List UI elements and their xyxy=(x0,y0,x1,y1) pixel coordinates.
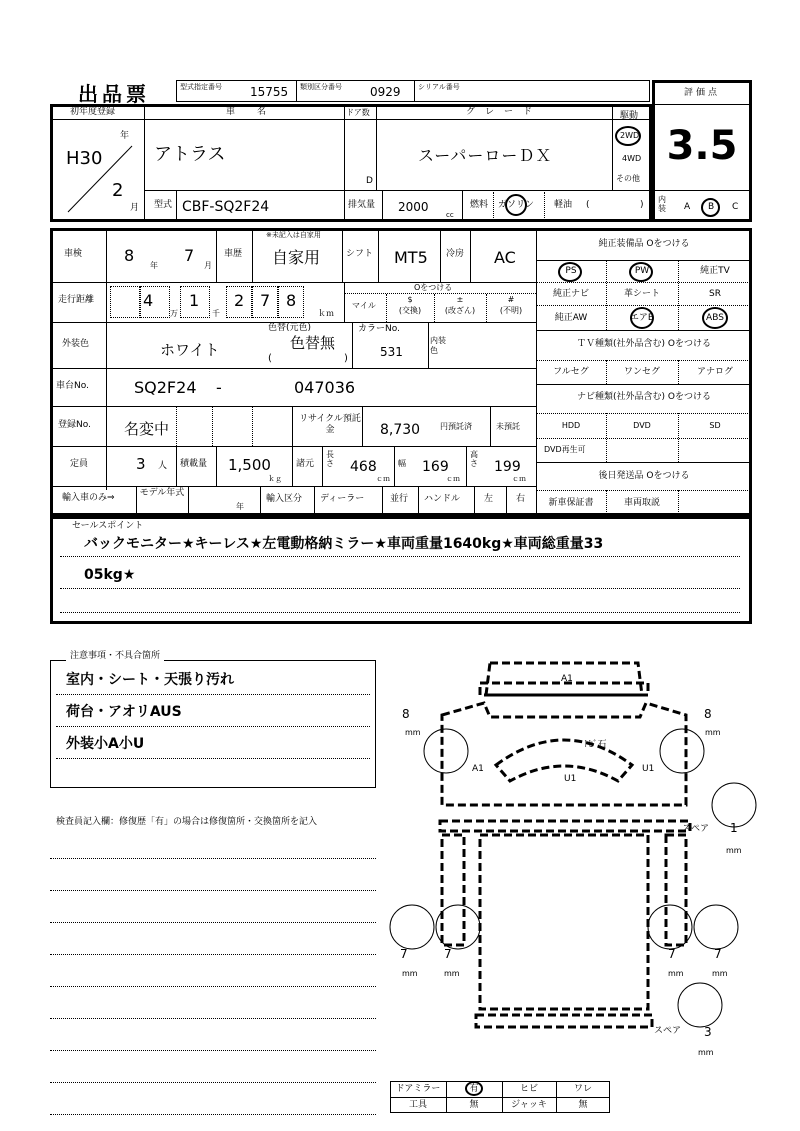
unknown-sub: (不明) xyxy=(499,306,523,315)
model-no-label: 型式指定番号 xyxy=(180,83,222,91)
shift-label: シフト xyxy=(346,249,374,259)
shift-value: MT5 xyxy=(394,248,428,267)
spare2-label: スペア xyxy=(654,1026,682,1036)
import-class-label: 輸入区分 xyxy=(266,494,303,504)
interior-b-circle xyxy=(701,198,720,217)
fuel-paren-open: ( xyxy=(586,200,590,210)
fuel-diesel: 軽油 xyxy=(554,200,573,210)
exterior-label: 外装色 xyxy=(62,339,90,349)
ac-value: AC xyxy=(494,248,516,267)
later-title: 後日発送品 Oをつける xyxy=(598,471,690,481)
inspection-year: 8 xyxy=(124,246,135,265)
type-value: CBF-SQ2F24 xyxy=(182,199,270,215)
mileage-digit: 7 xyxy=(260,291,271,310)
class-no: 0929 xyxy=(370,85,401,99)
recycle-unpaid: 未預託 xyxy=(496,422,520,431)
damage-u1-right: U1 xyxy=(642,764,655,774)
tread-rear-left-outer: 7 xyxy=(400,947,408,961)
tool-label: 工具 xyxy=(408,1100,427,1110)
type-label: 型式 xyxy=(154,200,173,210)
spare2-value: 3 xyxy=(704,1025,712,1039)
spare1-value: 1 xyxy=(730,821,738,835)
spare1-label: スペア xyxy=(682,824,710,834)
notes-label: 注意事項・不具合箇所 xyxy=(66,652,164,661)
tread-unit: mm xyxy=(726,846,742,855)
drive-2wd: 2WD xyxy=(620,131,640,140)
equip-airbag: エアB xyxy=(629,313,655,323)
history-value: 自家用 xyxy=(272,248,321,267)
chassis-no: 047036 xyxy=(294,378,356,397)
fuel-gasoline-circle xyxy=(505,194,527,216)
inspection-year-unit: 年 xyxy=(150,261,158,270)
recolor-paren-open: ( xyxy=(268,353,272,364)
parallel-option: 並行 xyxy=(390,494,409,504)
capacity-value: 3 xyxy=(136,455,146,473)
recolor-value: 色替無 xyxy=(290,334,336,352)
tread-front-left: 8 xyxy=(402,707,410,721)
reg-label: 登録No. xyxy=(58,420,91,430)
sales-point-line1: バックモニター★キーレス★左電動格納ミラー★車両重量1640kg★車両総重量33 xyxy=(84,536,604,552)
damage-u1-center: U1 xyxy=(564,774,577,784)
chassis-label: 車台No. xyxy=(56,381,89,391)
width-unit: ｃｍ xyxy=(446,475,460,483)
first-reg-slash xyxy=(60,140,140,218)
later-warranty: 新車保証書 xyxy=(548,498,594,508)
displacement-unit: cc xyxy=(446,211,454,219)
tread-rear-right-inner: 7 xyxy=(668,947,676,961)
capacity-label: 定員 xyxy=(70,459,89,469)
equip-pw: PW xyxy=(634,266,650,276)
nav-hdd: HDD xyxy=(561,421,581,430)
equip-navi: 純正ナビ xyxy=(552,289,589,299)
drive-2wd-circle xyxy=(615,126,641,146)
handle-label: ハンドル xyxy=(424,494,461,504)
mileage-digit: 2 xyxy=(234,291,245,310)
mirror-crack: ヒビ xyxy=(519,1084,538,1094)
height-label: 高さ xyxy=(470,450,478,468)
form-title: 出品票 xyxy=(78,82,150,106)
interior-label: 内装 xyxy=(658,195,666,213)
tread-unit: mm xyxy=(712,969,728,978)
mileage-label: 走行距離 xyxy=(58,295,95,305)
exterior-value: ホワイト xyxy=(160,341,220,359)
displacement-label: 排気量 xyxy=(348,200,376,210)
fuel-gasoline: ガソリン xyxy=(498,200,535,210)
width-value: 169 xyxy=(422,459,449,475)
unknown-option: # xyxy=(507,295,515,304)
tv-oneseg: ワンセグ xyxy=(623,367,660,377)
nav-dvd: DVD xyxy=(633,421,651,430)
doors-label: ドア数 xyxy=(346,108,370,117)
mirror-label: ドアミラー xyxy=(395,1084,441,1094)
exchange-option: $ xyxy=(407,295,413,304)
mileage-digit: 1 xyxy=(189,291,200,310)
equip-sr: SR xyxy=(709,289,721,299)
first-reg-month: 2 xyxy=(112,180,124,201)
sales-point-line2: 05kg★ xyxy=(84,567,136,583)
note-line: 室内・シート・天張り汚れ xyxy=(66,672,234,688)
truck-diagram xyxy=(380,655,760,1075)
displacement-value: 2000 xyxy=(398,200,429,214)
doors-value: D xyxy=(366,176,373,186)
tread-rear-left-inner: 7 xyxy=(444,947,452,961)
tool-value: 無 xyxy=(469,1100,479,1110)
mileage-man: 万 xyxy=(170,309,178,318)
interior-c: C xyxy=(732,202,739,212)
length-unit: ｃｍ xyxy=(376,475,390,483)
tread-rear-right-outer: 7 xyxy=(714,947,722,961)
equipment-title: 純正装備品 Oをつける xyxy=(598,239,690,249)
equip-abs-circle xyxy=(702,307,728,329)
sales-point-box xyxy=(50,516,752,624)
inspection-month-unit: 月 xyxy=(204,261,212,270)
sales-point-label: セールスポイント xyxy=(72,521,144,531)
nav-title: ナビ種類(社外品含む) Oをつける xyxy=(577,392,711,402)
tv-analog: アナログ xyxy=(696,367,733,377)
mileage-digit: 8 xyxy=(286,291,297,310)
history-note: ※未記入は自家用 xyxy=(266,231,321,239)
damage-a1-left: A1 xyxy=(472,764,484,774)
length-value: 468 xyxy=(350,459,377,475)
year-unit: 年 xyxy=(120,131,130,141)
damage-a1-top: A1 xyxy=(561,674,573,684)
length-label: 長さ xyxy=(326,450,334,468)
score-value: 3.5 xyxy=(666,123,738,169)
mileage-circle-note: Oをつける xyxy=(414,283,453,292)
note-line: 荷台・アオリAUS xyxy=(66,704,182,720)
load-unit: ｋｇ xyxy=(268,475,282,483)
equip-aw: 純正AW xyxy=(554,313,588,323)
load-label: 積載量 xyxy=(180,459,208,469)
altered-sub: (改ざん) xyxy=(444,306,476,315)
mileage-km: ｋｍ xyxy=(318,309,334,318)
score-label: 評価点 xyxy=(683,88,720,98)
nav-sd: SD xyxy=(709,421,721,430)
interior-a: A xyxy=(684,202,691,212)
month-unit: 月 xyxy=(130,203,140,213)
height-value: 199 xyxy=(494,459,521,475)
capacity-unit: 人 xyxy=(158,461,168,471)
class-no-label: 類別区分番号 xyxy=(300,83,342,91)
header-id-box xyxy=(176,80,650,102)
exchange-sub: (交換) xyxy=(398,306,422,315)
later-manual: 車両取説 xyxy=(623,498,660,508)
chassis-dash: - xyxy=(216,378,222,397)
note-line: 外装小A小U xyxy=(66,736,145,752)
equip-ps-circle xyxy=(558,262,582,282)
mileage-digit: 4 xyxy=(143,291,154,310)
equip-ps: PS xyxy=(565,266,577,276)
width-label: 幅 xyxy=(398,459,406,468)
equip-abs: ABS xyxy=(706,313,724,323)
mirror-value: 有 xyxy=(469,1084,479,1094)
model-year-unit: 年 xyxy=(236,502,244,511)
dims-label: 諸元 xyxy=(296,459,315,469)
color-no-value: 531 xyxy=(380,345,403,359)
tv-title: ＴＶ種類(社外品含む) Oをつける xyxy=(577,339,711,349)
tread-unit: mm xyxy=(668,969,684,978)
equip-pw-circle xyxy=(629,262,653,282)
model-year-label: モデル年式 xyxy=(139,488,185,498)
color-no-label: カラーNo. xyxy=(358,324,400,334)
equip-leather: 革シート xyxy=(623,289,660,299)
import-label: 輸入車のみ⇒ xyxy=(62,493,115,503)
reg-value: 名変中 xyxy=(124,420,170,438)
recolor-label: 色替(元色) xyxy=(268,323,312,333)
tread-front-right: 8 xyxy=(704,707,712,721)
fuel-paren-close: ) xyxy=(640,200,644,210)
mirror-value-circle xyxy=(465,1081,483,1096)
height-unit: ｃｍ xyxy=(512,475,526,483)
serial-label: シリアル番号 xyxy=(418,83,460,91)
tv-fullseg: フルセグ xyxy=(553,367,589,377)
grade-label: グレード xyxy=(466,107,543,117)
inspection-month: 7 xyxy=(184,246,195,265)
chassis-prefix: SQ2F24 xyxy=(134,378,197,397)
drive-4wd: 4WD xyxy=(622,154,642,163)
tread-unit: mm xyxy=(698,1048,714,1057)
mileage-sen: 千 xyxy=(212,309,220,318)
drive-other: その他 xyxy=(616,174,640,183)
car-name: アトラス xyxy=(154,144,226,165)
tread-unit: mm xyxy=(402,969,418,978)
interior-color-label: 内装色 xyxy=(430,336,446,355)
mirror-break: ワレ xyxy=(573,1084,592,1094)
fuel-label: 燃料 xyxy=(470,200,489,210)
jack-value: 無 xyxy=(578,1100,588,1110)
name-label: 車名 xyxy=(226,107,289,117)
history-label: 車歴 xyxy=(224,249,243,259)
recycle-value: 8,730 xyxy=(380,422,421,438)
tread-unit: mm xyxy=(705,728,721,737)
altered-option: ± xyxy=(456,295,464,304)
recolor-paren-close: ) xyxy=(344,353,348,364)
inspector-label: 検査員記入欄：修復歴「有」の場合は修復箇所・交換箇所を記入 xyxy=(56,817,318,827)
nav-dvd-play: DVD再生可 xyxy=(544,445,586,454)
load-value: 1,500 xyxy=(228,456,271,474)
tread-unit: mm xyxy=(405,728,421,737)
equip-airbag-circle xyxy=(630,307,654,329)
first-reg-year: H30 xyxy=(66,148,103,169)
interior-b: B xyxy=(708,202,715,212)
handle-left: 左 xyxy=(484,494,494,504)
inspection-label: 車検 xyxy=(64,249,83,259)
jack-label: ジャッキ xyxy=(511,1100,547,1110)
damage-windshield: ﾄﾋﾞ石 xyxy=(584,740,607,750)
recycle-label: リサイクル預託金 xyxy=(299,414,361,435)
ac-label: 冷房 xyxy=(446,249,465,259)
tread-unit: mm xyxy=(444,969,460,978)
handle-right: 右 xyxy=(516,494,526,504)
drive-label: 駆動 xyxy=(620,111,639,121)
first-reg-label: 初年度登録 xyxy=(70,107,116,117)
grade-value: スーパーローＤＸ xyxy=(418,146,553,165)
equip-tv: 純正TV xyxy=(700,266,730,276)
recycle-status: 円預託済 xyxy=(440,422,472,431)
model-no: 15755 xyxy=(250,85,289,99)
mile-option: マイル xyxy=(352,301,376,310)
dealer-option: ディーラー xyxy=(320,494,365,504)
